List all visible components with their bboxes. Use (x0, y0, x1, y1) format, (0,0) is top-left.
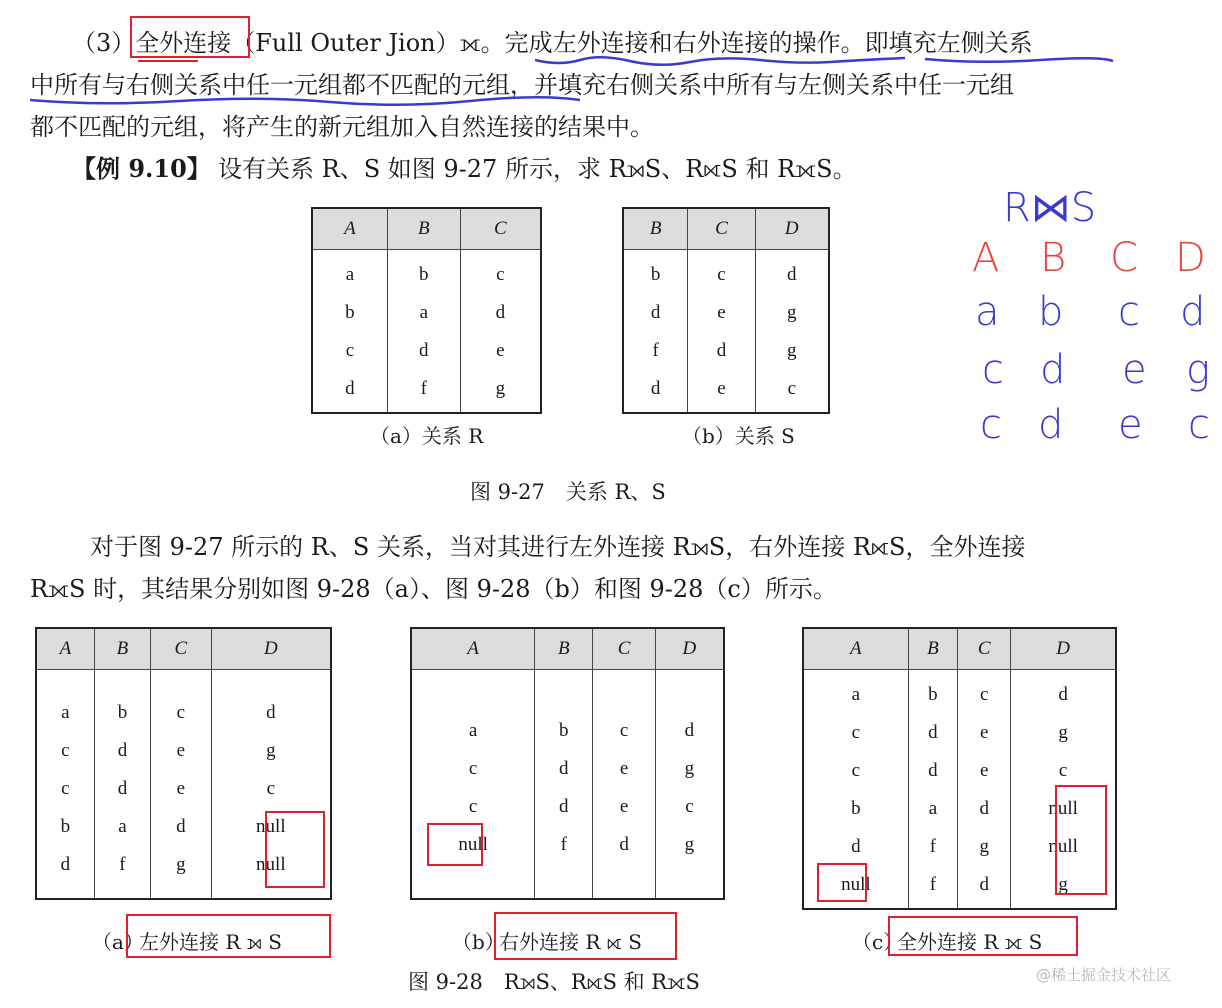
table-cell: g (655, 750, 724, 788)
table-header: C (958, 628, 1011, 670)
table-left-caption-prefix: （a） (92, 930, 144, 954)
table-cell: e (151, 770, 212, 808)
table-header: B (623, 208, 688, 250)
example-text: 设有关系 R、S 如图 9-27 所示，求 R⟕S、R⟖S 和 R⟗S。 (218, 155, 857, 183)
annotation-box-null-left (265, 811, 325, 888)
table-header: D (211, 628, 331, 670)
table-cell: f (652, 340, 659, 361)
table-cell: b (345, 302, 355, 323)
table-cell: c (1011, 752, 1116, 790)
paragraph-line-1: （3）全外连接（Full Outer Jion）⟗。完成左外连接和右外连接的操作。即填充左侧关系 (72, 29, 1033, 57)
table-cell: c (851, 760, 861, 781)
table-cell: g (460, 370, 541, 413)
table-cell: g (151, 846, 212, 899)
table-cell: d (60, 854, 71, 875)
table-header: B (908, 628, 957, 670)
table-cell: g (755, 294, 829, 332)
table-row (411, 788, 724, 826)
handwritten-cell: c (1118, 289, 1140, 335)
table-cell: f (908, 828, 957, 866)
handwritten-header: C (1110, 235, 1138, 281)
table-cell: b (387, 250, 460, 295)
table-s-caption: （b）关系 S (682, 424, 795, 448)
table-row (36, 770, 331, 808)
handwritten-cell: d (1038, 402, 1064, 448)
table-cell: null (211, 846, 331, 899)
table-header: D (655, 628, 724, 670)
handwritten-cell: e (1118, 402, 1143, 448)
table-row (312, 370, 541, 413)
table-cell: c (468, 796, 478, 817)
table-header: D (755, 208, 829, 250)
table-cell: null (211, 808, 331, 846)
table-cell: c (851, 722, 861, 743)
table-relation-s (622, 207, 830, 414)
table-cell: a (387, 294, 460, 332)
table-cell: d (535, 788, 593, 826)
table-cell: f (535, 826, 593, 899)
table-cell: d (1011, 670, 1116, 715)
handwritten-header: A (972, 235, 1000, 281)
table-left-caption: 左外连接 R ⟕ S (139, 930, 282, 954)
table-right-caption-prefix: （b） (452, 930, 505, 954)
table-cell: g (958, 828, 1011, 866)
table-cell: d (94, 770, 150, 808)
table-row (312, 294, 541, 332)
table-cell: e (593, 750, 655, 788)
table-cell: g (655, 826, 724, 899)
table-cell: d (908, 714, 957, 752)
annotation-box-null-full-d (1055, 785, 1107, 895)
table-header: A (36, 628, 94, 670)
table-r-caption: （a）关系 R (370, 424, 484, 448)
table-cell: c (655, 788, 724, 826)
paragraph-line-3: 都不匹配的元组，将产生的新元组加入自然连接的结果中。 (30, 113, 654, 141)
table-cell: b (650, 264, 661, 285)
handwritten-cell: g (1186, 347, 1211, 393)
table-cell: g (755, 332, 829, 370)
table-cell: a (345, 264, 355, 285)
table-cell: d (211, 670, 331, 733)
table-row (803, 670, 1116, 715)
table-cell: null (458, 834, 488, 855)
table-cell: a (468, 720, 478, 741)
table-header: B (535, 628, 593, 670)
table-row (411, 750, 724, 788)
table-cell: c (61, 740, 70, 761)
handwritten-header: D (1175, 235, 1206, 281)
table-cell: d (535, 750, 593, 788)
table-cell: a (61, 702, 70, 723)
handwritten-cell: b (1038, 289, 1064, 335)
table-cell: g (1011, 866, 1116, 909)
table-row (36, 670, 331, 733)
table-cell: a (851, 684, 861, 705)
table-cell: d (345, 378, 355, 399)
paragraph2-line-2: R⟗S 时，其结果分别如图 9-28（a）、图 9-28（b）和图 9-28（c）所示。 (30, 575, 837, 603)
table-cell: f (908, 866, 957, 909)
table-header: A (411, 628, 535, 670)
table-cell: b (60, 816, 71, 837)
table-cell: b (908, 670, 957, 715)
table-row (623, 370, 829, 413)
table-right-caption: 右外连接 R ⟖ S (499, 930, 642, 954)
table-cell: f (94, 846, 150, 899)
table-cell: c (468, 758, 478, 779)
table-header: A (803, 628, 908, 670)
handwritten-title: R⋈S (1003, 185, 1097, 231)
figure-9-28-caption: 图 9-28 R⟕S、R⟖S 和 R⟗S (408, 970, 700, 994)
table-header: B (94, 628, 150, 670)
watermark: @稀土掘金技术社区 (1036, 966, 1172, 984)
table-cell: d (94, 732, 150, 770)
table-cell: c (345, 340, 355, 361)
table-cell: null (1011, 828, 1116, 866)
table-row (312, 250, 541, 295)
handwritten-cell: d (1180, 289, 1206, 335)
table-cell: c (151, 670, 212, 733)
table-header: A (312, 208, 387, 250)
table-cell: d (593, 826, 655, 899)
handwritten-cell: e (1122, 347, 1147, 393)
table-header: C (151, 628, 212, 670)
table-row (312, 332, 541, 370)
handwritten-cell: c (1188, 402, 1210, 448)
example-label: 【例 9.10】 (72, 154, 211, 183)
paragraph-line-2: 中所有与右侧关系中任一元组都不匹配的元组，并填充右侧关系中所有与左侧关系中任一元组 (30, 71, 1014, 99)
table-header: D (1011, 628, 1116, 670)
table-cell: c (211, 770, 331, 808)
table-full-caption: 全外连接 R ⟗ S (897, 930, 1043, 954)
table-cell: e (958, 752, 1011, 790)
table-cell: e (958, 714, 1011, 752)
table-cell: e (688, 294, 755, 332)
table-cell: c (755, 370, 829, 413)
table-cell: d (958, 866, 1011, 909)
handwritten-cell: a (975, 289, 1000, 335)
table-cell: e (593, 788, 655, 826)
table-cell: d (851, 836, 861, 857)
table-cell: c (460, 250, 541, 295)
handwritten-cell: c (980, 402, 1002, 448)
table-cell: null (841, 874, 871, 895)
table-cell: e (460, 332, 541, 370)
annotation-box-null-right (427, 823, 483, 866)
table-cell: b (535, 670, 593, 751)
table-cell: a (94, 808, 150, 846)
table-cell: f (387, 370, 460, 413)
table-header: C (460, 208, 541, 250)
table-cell: d (650, 302, 661, 323)
table-full-caption-prefix: （c） (852, 930, 904, 954)
table-cell: d (755, 250, 829, 295)
table-cell: c (593, 670, 655, 751)
annotation-box-null-full-a (817, 863, 867, 902)
table-cell: e (688, 370, 755, 413)
table-row (803, 714, 1116, 752)
table-cell: a (908, 790, 957, 828)
table-cell: b (851, 798, 861, 819)
table-row (36, 732, 331, 770)
table-cell: b (94, 670, 150, 733)
table-row (623, 332, 829, 370)
table-cell: e (151, 732, 212, 770)
handwritten-header: B (1040, 235, 1067, 281)
table-cell: d (650, 378, 661, 399)
table-cell: c (61, 778, 70, 799)
table-cell: g (211, 732, 331, 770)
table-cell: c (688, 250, 755, 295)
table-cell: d (688, 332, 755, 370)
paragraph2-line-1: 对于图 9-27 所示的 R、S 关系，当对其进行左外连接 R⟕S，右外连接 R⟖S，全外连接 (90, 533, 1026, 561)
table-row (411, 670, 724, 751)
table-header: C (688, 208, 755, 250)
table-cell: null (1011, 790, 1116, 828)
table-cell: d (958, 790, 1011, 828)
table-row (623, 250, 829, 295)
handwritten-cell: c (982, 347, 1004, 393)
table-header: C (593, 628, 655, 670)
table-cell: d (655, 670, 724, 751)
table-cell: d (387, 332, 460, 370)
figure-9-27-caption: 图 9-27 关系 R、S (470, 480, 666, 504)
annotation-underline-blue (0, 0, 1222, 110)
table-cell: g (1011, 714, 1116, 752)
table-cell: d (460, 294, 541, 332)
handwritten-cell: d (1040, 347, 1066, 393)
table-cell: d (151, 808, 212, 846)
table-cell: d (908, 752, 957, 790)
table-cell: c (958, 670, 1011, 715)
table-relation-r (311, 207, 542, 414)
table-row (623, 294, 829, 332)
table-header: B (387, 208, 460, 250)
